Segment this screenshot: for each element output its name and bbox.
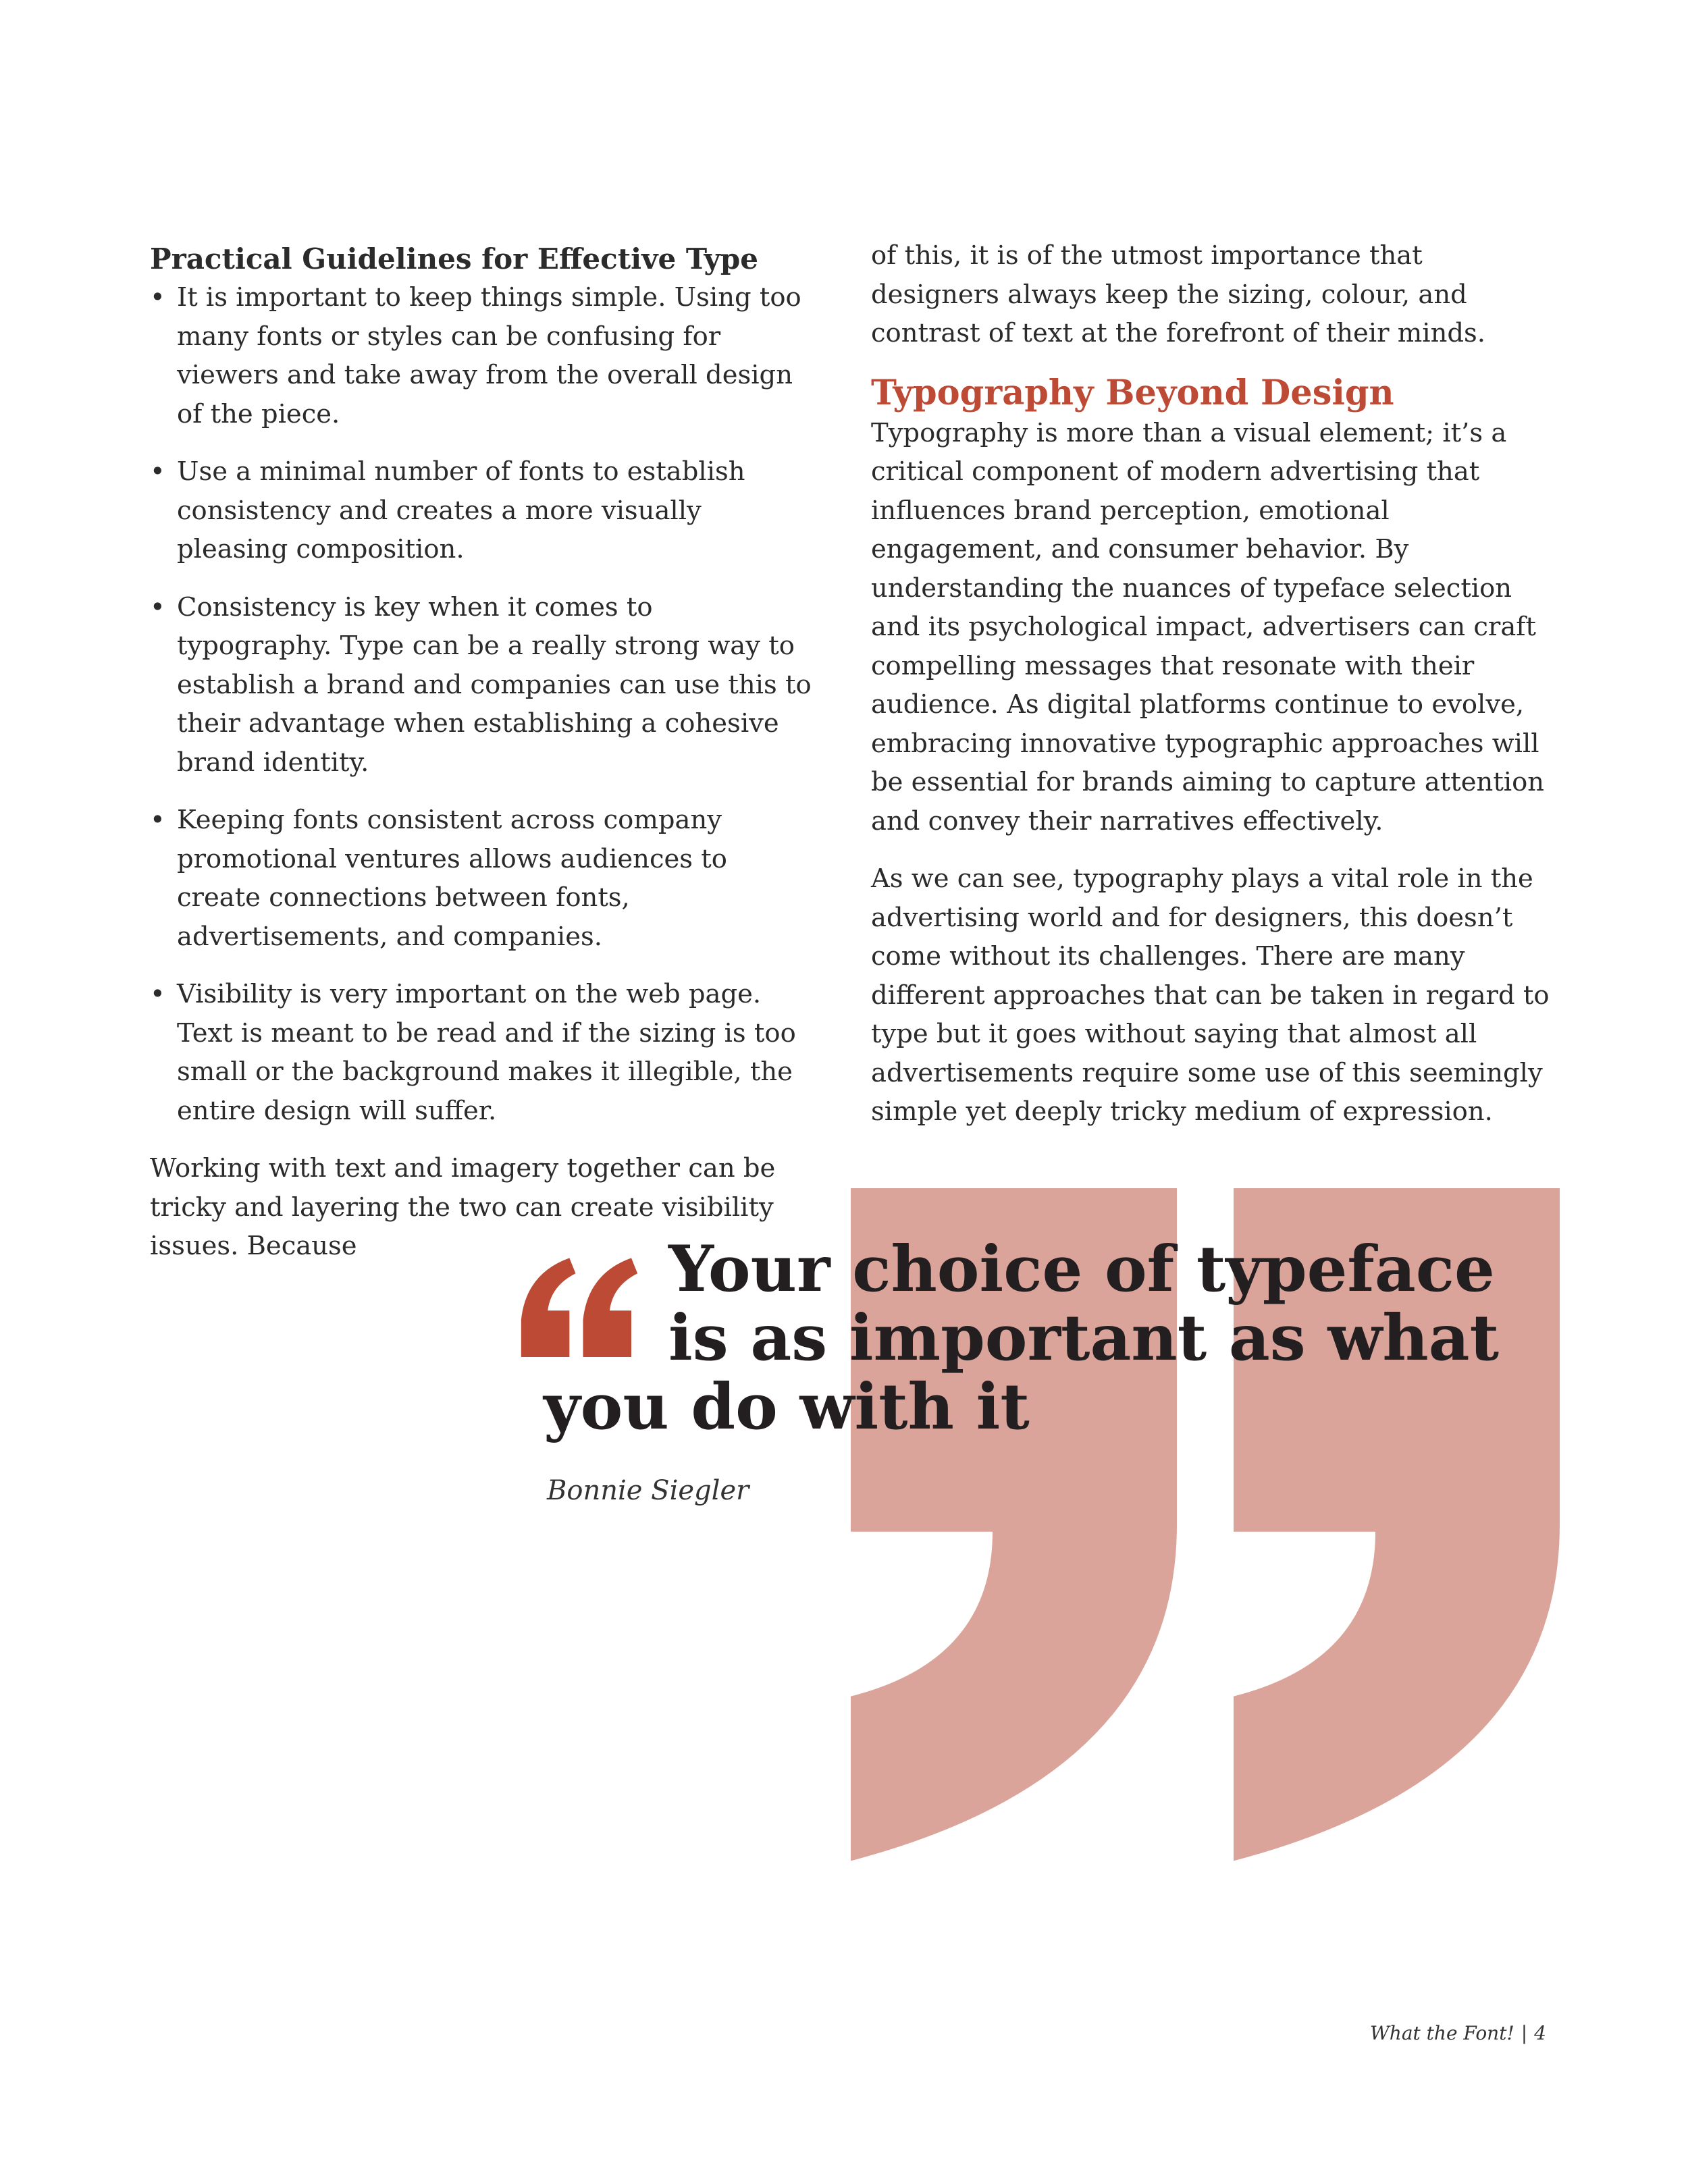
list-item [150,801,812,956]
bullet-icon: • [150,979,165,1009]
pull-quote-line-3: you do with it [544,1370,1030,1444]
list-item [150,588,812,782]
imagery-paragraph: Working with text and imagery together can be tricky and layering the two can create visibility issues. Because [150,1153,776,1261]
page-footer [1370,2022,1546,2044]
footer-separator: | [1521,2022,1528,2044]
pull-quote-line-1: Your choice of typeface [668,1232,1495,1306]
list-item [150,975,812,1130]
pull-quote-line-2: is as important as what [668,1301,1499,1375]
beyond-design-paragraph: Typography is more than a visual element; it’s a critical component of modern advertising that influences brand perception, emotional engagement, and consumer behavior. By understanding the nuances of typeface selection and its psychological impact, advertisers can craft compelling messages that resonate with their audience. As digital platforms continue to evolve, embracing innovative typographic approaches will be essential for brands aiming to capture attention and convey their narratives effectively. [871,417,1545,836]
right-column [871,236,1556,1150]
list-item-text: Visibility is very important on the web page. Text is meant to be read and if the sizing is too small or the background makes it illegible, the entire design will suffer. [177,979,796,1126]
left-column [150,236,812,1285]
list-item-text: Keeping fonts consistent across company promotional ventures allows audiences to create connections between fonts, advertisements, and companies. [177,805,727,952]
opening-quote-icon [513,1246,638,1357]
bullet-icon: • [150,805,165,835]
list-item-text: Consistency is key when it comes to typography. Type can be a really strong way to establish a brand and companies can use this to their advantage when establishing a cohesive brand identity. [177,591,812,778]
bullet-icon: • [150,591,165,622]
bullet-icon: • [150,456,165,487]
publication-title: What the Font! [1370,2022,1514,2044]
page-number: 4 [1534,2022,1546,2044]
section-title: Typography Beyond Design [871,372,1394,413]
list-item-text: It is important to keep things simple. Using too many fonts or styles can be confusing for viewers and take away from the overall design of the piece. [177,282,801,429]
list-item [150,452,812,569]
continuation-paragraph: of this, it is of the utmost importance that designers always keep the sizing, colour, and contrast of text at the forefront of their minds. [871,240,1486,348]
list-item-text: Use a minimal number of fonts to establish consistency and creates a more visually pleasing composition. [177,456,745,564]
conclusion-paragraph: As we can see, typography plays a vital role in the advertising world and for designers, this doesn’t come without its challenges. There are many different approaches that can be taken in regard to type but it goes without saying that almost all advertisements require some use of this seemingly simple yet deeply tricky medium of expression. [871,863,1550,1127]
guidelines-heading: Practical Guidelines for Effective Type [150,242,758,275]
guidelines-list [150,278,812,1130]
bullet-icon: • [150,282,165,313]
quote-attribution: Bonnie Siegler [547,1475,749,1506]
list-item [150,278,812,433]
